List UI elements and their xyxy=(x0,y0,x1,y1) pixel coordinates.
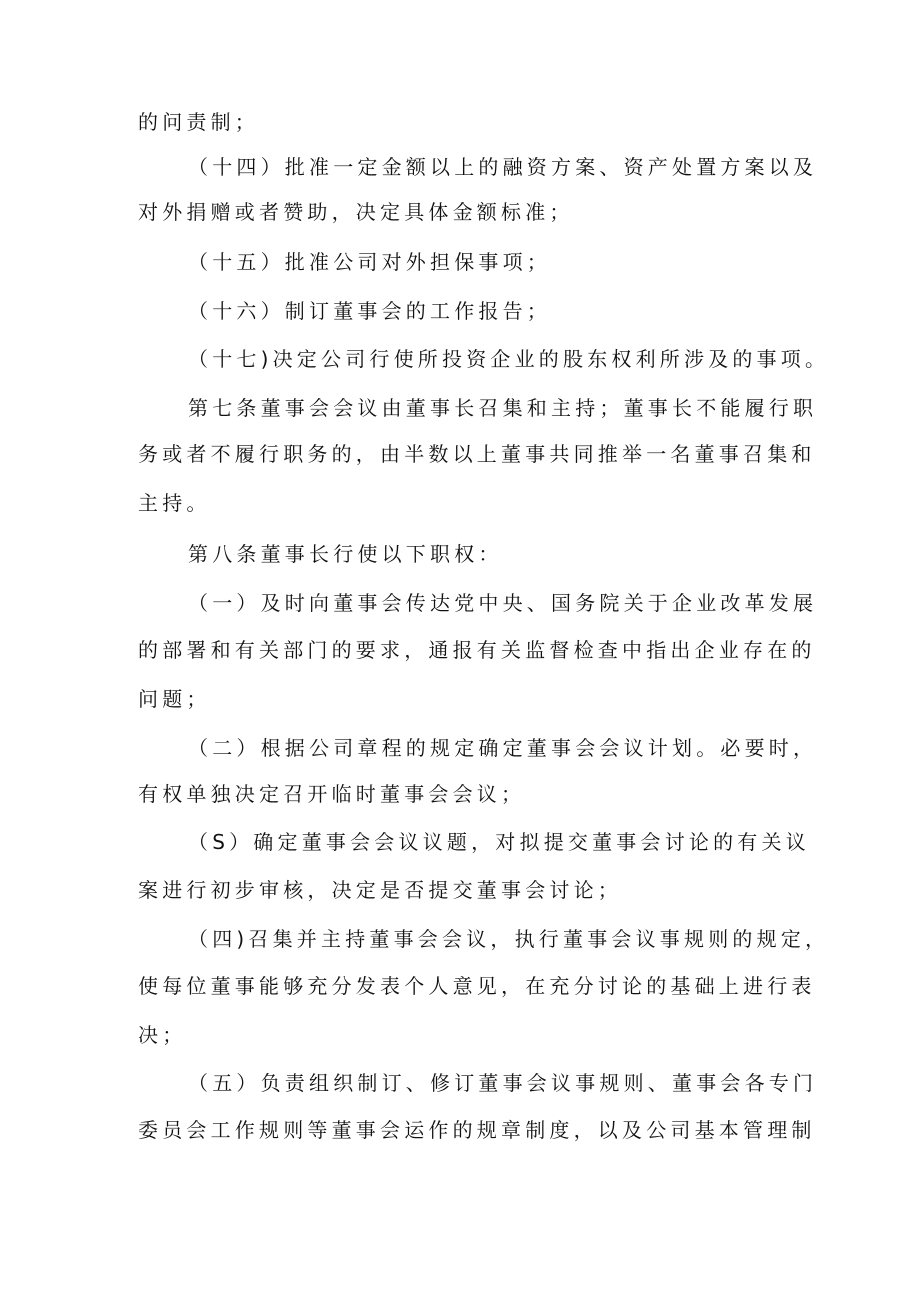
text-line: 对外捐赠或者赞助，决定具体金额标准； xyxy=(138,200,574,224)
text-line: （十四）批准一定金额以上的融资方案、资产处置方案以及 xyxy=(188,155,818,179)
text-line: 的问责制； xyxy=(138,110,259,134)
text-line: 的部署和有关部门的要求，通报有关监督检查中指出企业存在的 xyxy=(138,638,816,662)
text-line: 第七条董事会会议由董事长召集和主持；董事长不能履行职 xyxy=(188,396,818,420)
text-line: 委员会工作规则等董事会运作的规章制度，以及公司基本管理制 xyxy=(138,1118,816,1142)
text-line: （四)召集并主持董事会会议，执行董事会议事规则的规定， xyxy=(188,927,830,951)
text-line: 务或者不履行职务的，由半数以上董事共同推举一名董事召集和 xyxy=(138,442,816,466)
text-line: 决； xyxy=(138,1023,187,1047)
text-line: （二）根据公司章程的规定确定董事会会议计划。必要时， xyxy=(188,736,818,760)
text-line: 主持。 xyxy=(138,491,211,515)
text-line: 案进行初步审核，决定是否提交董事会讨论； xyxy=(138,878,622,902)
text-line: 第八条董事长行使以下职权： xyxy=(188,542,503,566)
text-line: （十六）制订董事会的工作报告； xyxy=(188,299,551,323)
text-line: 使每位董事能够充分发表个人意见，在充分讨论的基础上进行表 xyxy=(138,974,816,998)
text-line: （十七)决定公司行使所投资企业的股东权利所涉及的事项。 xyxy=(188,347,830,371)
text-line: （一）及时向董事会传达党中央、国务院关于企业改革发展 xyxy=(188,591,818,615)
text-line: （五）负责组织制订、修订董事会议事规则、董事会各专门 xyxy=(188,1071,818,1095)
text-line: （十五）批准公司对外担保事项； xyxy=(188,250,551,274)
text-line: （S）确定董事会会议议题，对拟提交董事会讨论的有关议 xyxy=(188,830,810,854)
text-line: 有权单独决定召开临时董事会会议； xyxy=(138,782,526,806)
text-line: 问题； xyxy=(138,687,211,711)
